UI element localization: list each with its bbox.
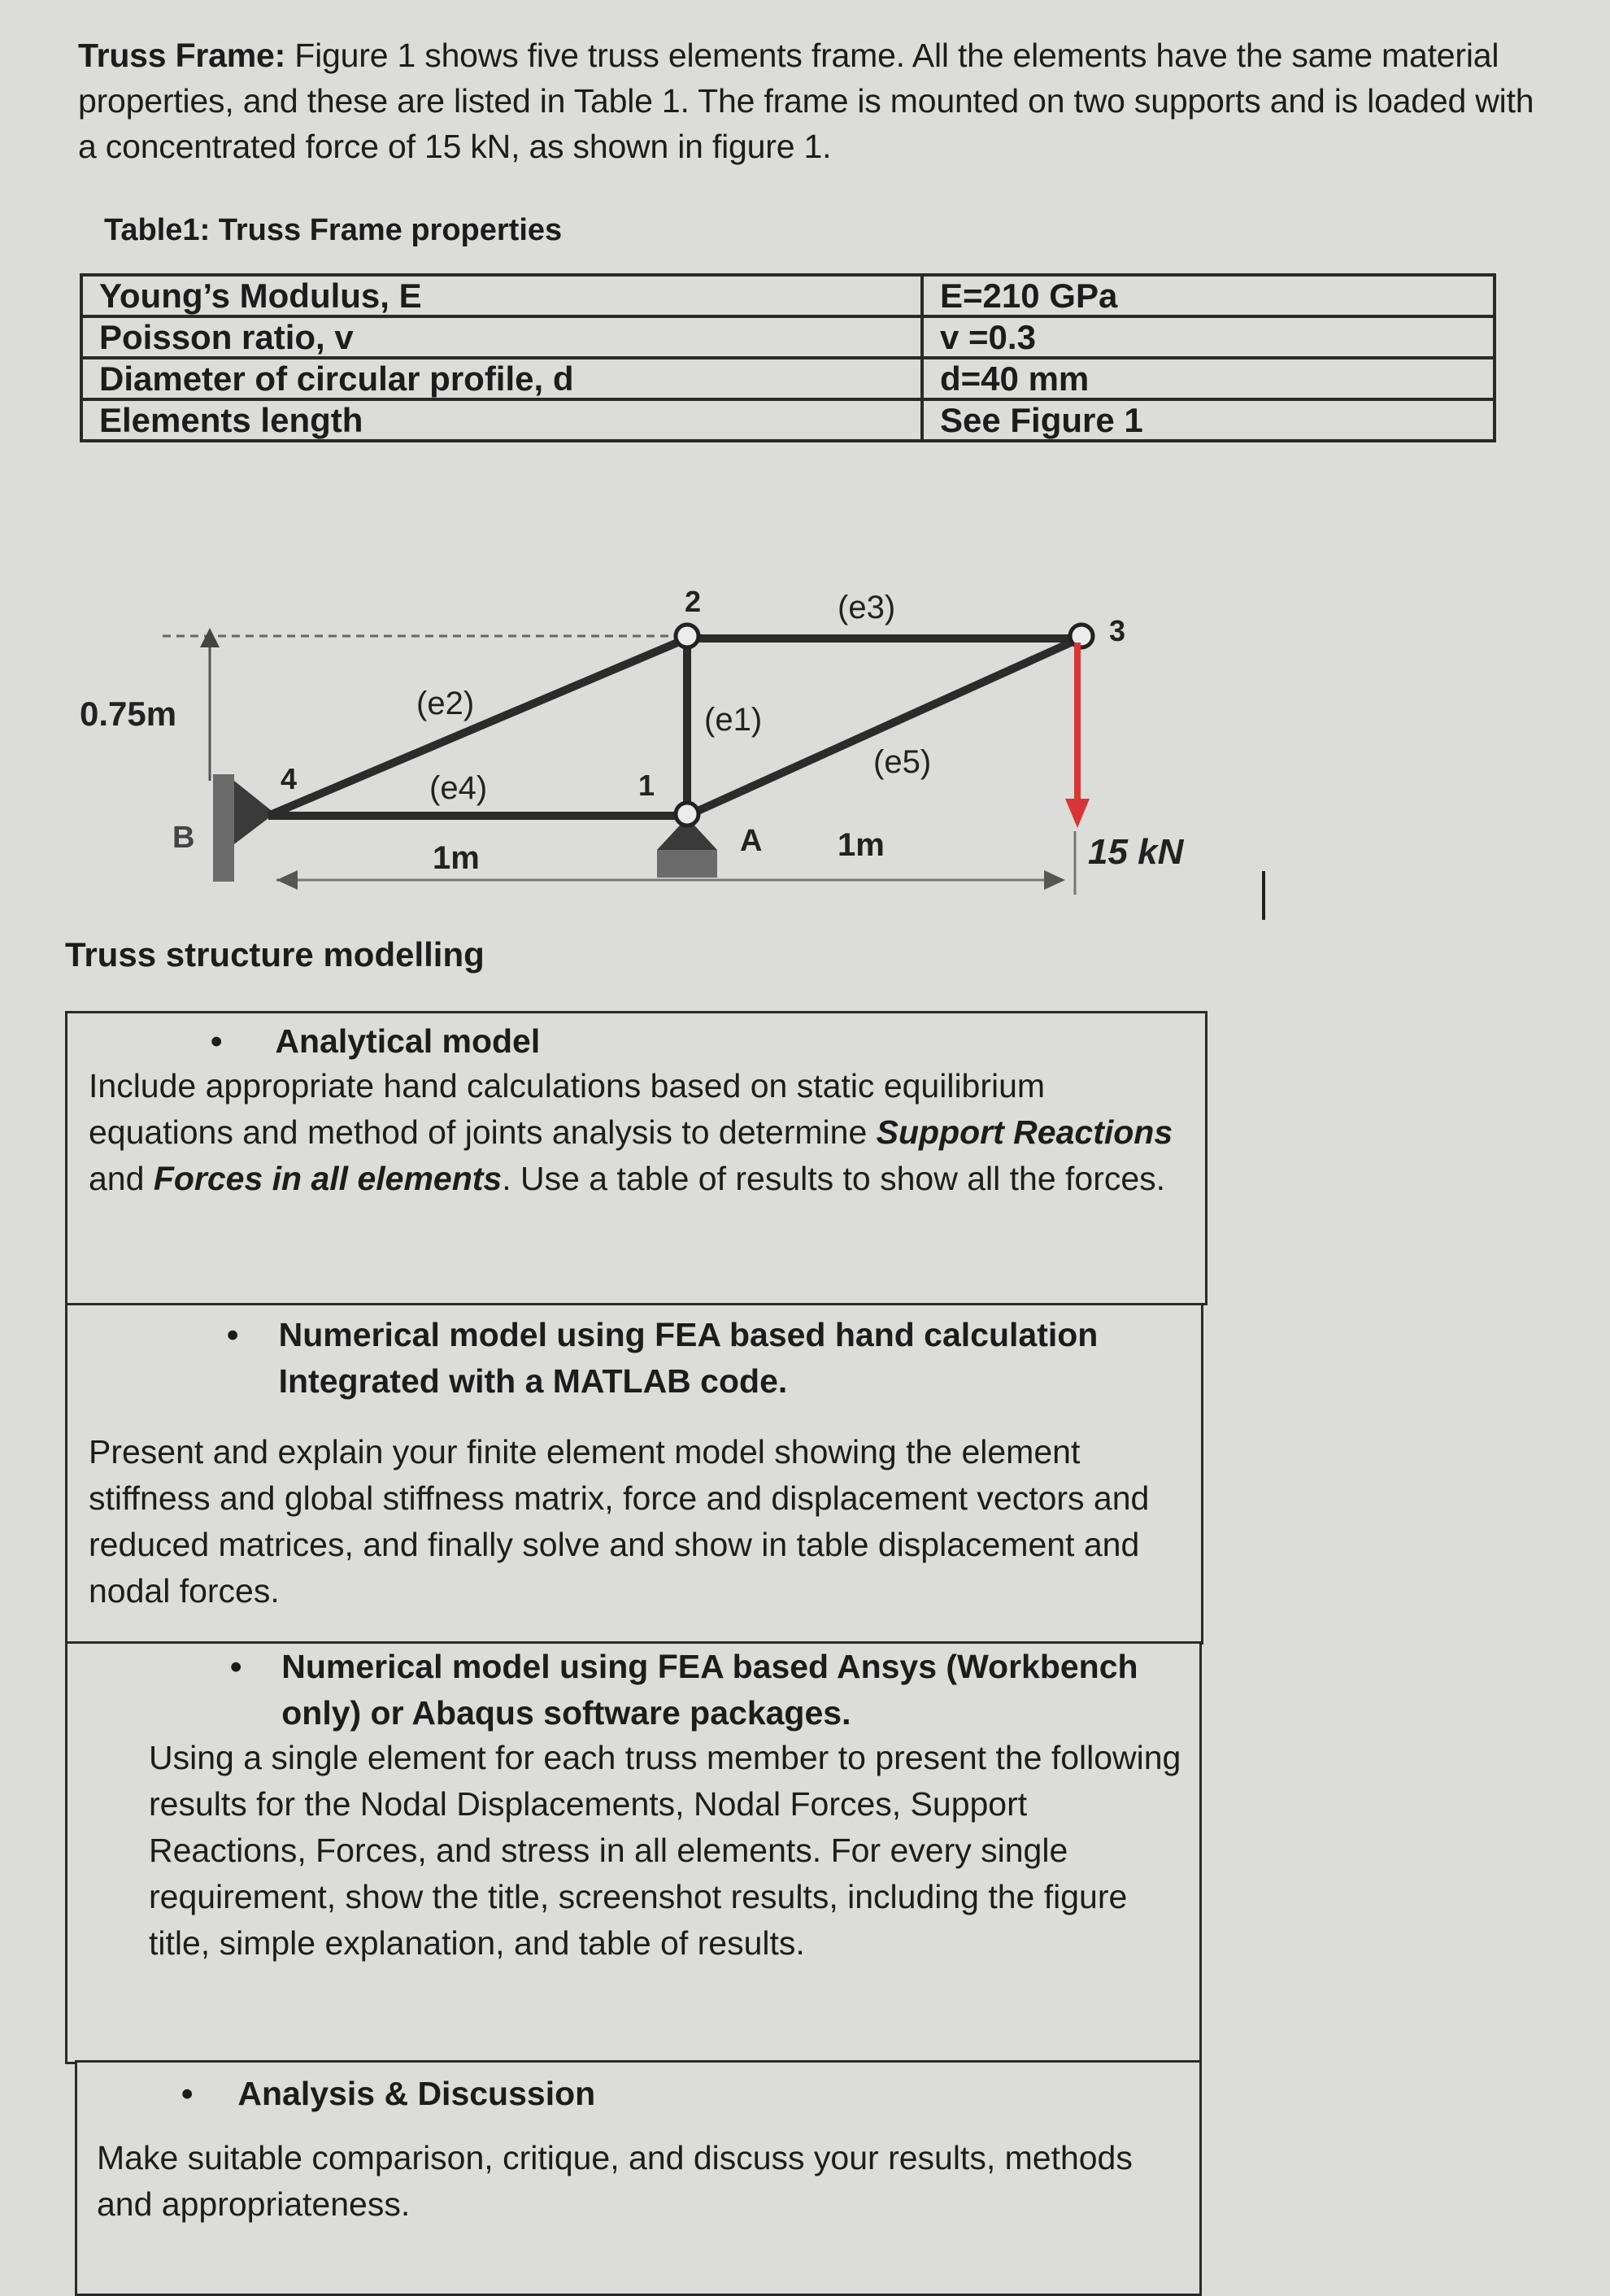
table-row [81, 358, 1495, 399]
section-heading: Analytical model [275, 1022, 541, 1060]
element-e5-label: (e5) [873, 744, 932, 780]
property-cell: Diameter of circular profile, d [81, 358, 922, 399]
joint-node-1 [676, 803, 698, 826]
support-b-wall [213, 774, 234, 882]
value-cell: See Figure 1 [922, 399, 1495, 441]
section-analysis-discussion [75, 2060, 1202, 2296]
body-text: Include appropriate hand calculations based on static equilibrium equations and method of joints analysis to determine [89, 1067, 1046, 1151]
joint-node-3 [1070, 625, 1093, 647]
span-left-label: 1m [433, 840, 480, 876]
section-heading-row [149, 1644, 1183, 1736]
table-row [81, 275, 1495, 316]
span-arrow-left-icon [276, 870, 298, 890]
section-title: Truss structure modelling [65, 935, 485, 974]
bullet-icon: • [181, 2075, 194, 2112]
element-e3-label: (e3) [838, 590, 896, 625]
property-cell: Poisson ratio, v [81, 316, 922, 358]
node-3-label: 3 [1109, 614, 1126, 647]
load-arrow-icon [1065, 799, 1090, 828]
value-cell: d=40 mm [922, 358, 1495, 399]
span-right-label: 1m [838, 827, 885, 863]
element-e2-label: (e2) [416, 686, 475, 721]
intro-text: Figure 1 shows five truss elements frame. All the elements have the same material properties, and these are listed in Table 1. The frame is mounted on two supports and is loaded with a concentrated force of 15 kN, as shown in figure 1. [78, 37, 1534, 165]
table-caption: Table1: Truss Frame properties [104, 213, 563, 247]
node-2-label: 2 [685, 585, 702, 618]
support-a-label: A [740, 824, 763, 858]
height-label: 0.75m [80, 695, 177, 733]
section-heading-row [89, 1312, 1185, 1405]
body-emphasis: Support Reactions [876, 1113, 1173, 1151]
property-cell: Young’s Modulus, E [81, 275, 922, 316]
value-cell: v =0.3 [922, 316, 1495, 358]
joint-node-2 [676, 625, 698, 647]
section-heading: Numerical model using FEA based Ansys (Workbench only) or Abaqus software packages. [281, 1648, 1138, 1732]
body-emphasis: Forces in all elements [153, 1160, 503, 1197]
section-body: Present and explain your finite element model showing the element stiffness and global stiffness matrix, force and displacement vectors and reduced matrices, and finally solve and show in table displacement and nodal forces. [89, 1433, 1150, 1610]
element-e1-label: (e1) [704, 702, 763, 738]
section-numerical-matlab [65, 1303, 1203, 1645]
span-arrow-right-icon [1044, 870, 1065, 890]
bullet-icon: • [227, 1316, 239, 1353]
section-body: Using a single element for each truss member to present the following results for the Nodal Displacements, Nodal Forces, Support Reactions, Forces, and stress in all elements. For every single requirement, show the title, screenshot results, including the figure title, simple explanation, and table of results. [149, 1739, 1181, 1962]
section-numerical-ansys [65, 1641, 1202, 2064]
properties-table [80, 273, 1496, 442]
bullet-icon: • [211, 1022, 223, 1060]
value-cell: E=210 GPa [922, 275, 1495, 316]
truss-figure [0, 537, 1610, 943]
section-heading-row [97, 2071, 1183, 2117]
support-b-label: B [172, 821, 195, 855]
section-body [89, 1063, 1194, 1202]
text-cursor-mark [1262, 871, 1265, 920]
property-cell: Elements length [81, 399, 922, 441]
section-heading: Numerical model using FEA based hand calculation Integrated with a MATLAB code. [278, 1316, 1099, 1400]
table-row [81, 316, 1495, 358]
node-4-label: 4 [281, 762, 298, 795]
support-a-base [657, 850, 717, 878]
intro-paragraph [78, 33, 1558, 169]
body-text: and [89, 1160, 154, 1197]
section-analytical-model [65, 1011, 1208, 1305]
body-text: . Use a table of results to show all the forces. [502, 1160, 1166, 1197]
height-arrow-icon [200, 628, 220, 647]
section-heading-row [89, 1018, 1189, 1065]
section-body: Make suitable comparison, critique, and discuss your results, methods and appropriateness. [97, 2139, 1133, 2223]
table-row [81, 399, 1495, 441]
bullet-icon: • [230, 1648, 242, 1685]
load-label: 15 kN [1088, 832, 1184, 872]
node-1-label: 1 [638, 769, 655, 802]
section-heading: Analysis & Discussion [237, 2075, 596, 2112]
intro-lead: Truss Frame: [78, 37, 286, 74]
element-e4-label: (e4) [429, 770, 488, 806]
